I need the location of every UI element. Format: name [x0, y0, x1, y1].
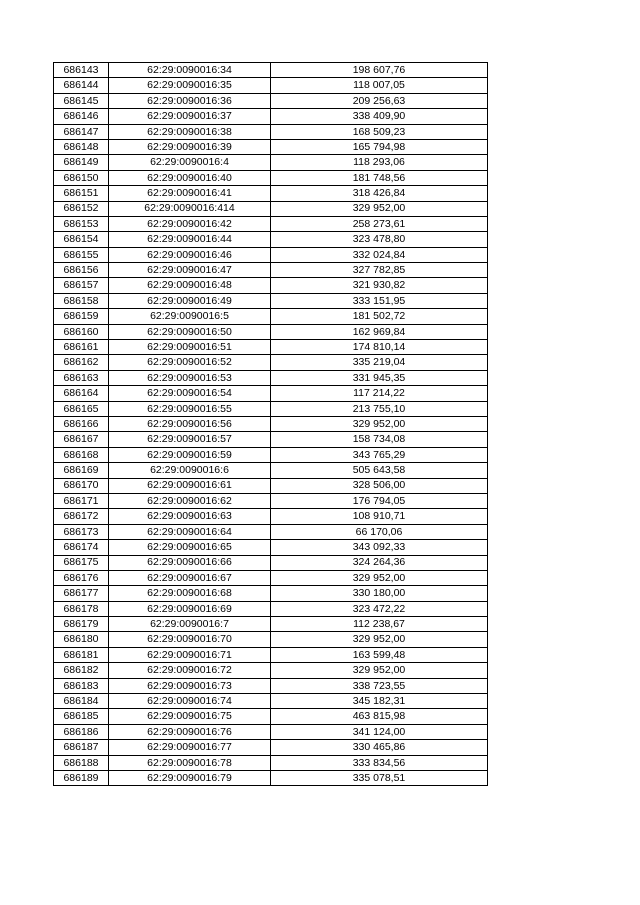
value-cell: 329 952,00: [271, 201, 488, 216]
value-cell: 323 478,80: [271, 232, 488, 247]
cadastral-number-cell: 62:29:0090016:59: [109, 447, 271, 462]
cadastral-number-cell: 62:29:0090016:52: [109, 355, 271, 370]
cadastral-number-cell: 62:29:0090016:71: [109, 647, 271, 662]
row-number-cell: 686152: [54, 201, 109, 216]
cadastral-number-cell: 62:29:0090016:55: [109, 401, 271, 416]
table-row: [54, 216, 488, 231]
value-cell: 213 755,10: [271, 401, 488, 416]
cadastral-number-cell: 62:29:0090016:68: [109, 586, 271, 601]
table-row: [54, 355, 488, 370]
cadastral-number-cell: 62:29:0090016:66: [109, 555, 271, 570]
cadastral-number-cell: 62:29:0090016:35: [109, 78, 271, 93]
cadastral-number-cell: 62:29:0090016:65: [109, 540, 271, 555]
value-cell: 335 219,04: [271, 355, 488, 370]
row-number-cell: 686163: [54, 370, 109, 385]
table-row: [54, 694, 488, 709]
table-row: [54, 324, 488, 339]
table-row: [54, 770, 488, 785]
value-cell: 66 170,06: [271, 524, 488, 539]
row-number-cell: 686159: [54, 309, 109, 324]
table-row: [54, 170, 488, 185]
value-cell: 338 409,90: [271, 109, 488, 124]
table-row: [54, 293, 488, 308]
table-row: [54, 63, 488, 78]
cadastral-number-cell: 62:29:0090016:36: [109, 93, 271, 108]
value-cell: 332 024,84: [271, 247, 488, 262]
row-number-cell: 686165: [54, 401, 109, 416]
value-cell: 341 124,00: [271, 724, 488, 739]
row-number-cell: 686166: [54, 416, 109, 431]
table-row: [54, 493, 488, 508]
row-number-cell: 686185: [54, 709, 109, 724]
row-number-cell: 686187: [54, 740, 109, 755]
row-number-cell: 686144: [54, 78, 109, 93]
value-cell: 330 180,00: [271, 586, 488, 601]
cadastral-number-cell: 62:29:0090016:79: [109, 770, 271, 785]
table-row: [54, 401, 488, 416]
cadastral-number-cell: 62:29:0090016:70: [109, 632, 271, 647]
value-cell: 338 723,55: [271, 678, 488, 693]
data-table: [53, 62, 488, 786]
value-cell: 335 078,51: [271, 770, 488, 785]
table-row: [54, 370, 488, 385]
value-cell: 463 815,98: [271, 709, 488, 724]
value-cell: 343 765,29: [271, 447, 488, 462]
cadastral-number-cell: 62:29:0090016:72: [109, 663, 271, 678]
row-number-cell: 686143: [54, 63, 109, 78]
cadastral-number-cell: 62:29:0090016:4: [109, 155, 271, 170]
value-cell: 112 238,67: [271, 617, 488, 632]
row-number-cell: 686171: [54, 493, 109, 508]
value-cell: 209 256,63: [271, 93, 488, 108]
table-row: [54, 93, 488, 108]
row-number-cell: 686169: [54, 463, 109, 478]
cadastral-number-cell: 62:29:0090016:41: [109, 186, 271, 201]
row-number-cell: 686179: [54, 617, 109, 632]
table-row: [54, 263, 488, 278]
row-number-cell: 686173: [54, 524, 109, 539]
table-row: [54, 663, 488, 678]
cadastral-number-cell: 62:29:0090016:56: [109, 416, 271, 431]
value-cell: 505 643,58: [271, 463, 488, 478]
cadastral-number-cell: 62:29:0090016:73: [109, 678, 271, 693]
table-row: [54, 647, 488, 662]
value-cell: 108 910,71: [271, 509, 488, 524]
table-body: [54, 63, 488, 786]
table-row: [54, 755, 488, 770]
row-number-cell: 686180: [54, 632, 109, 647]
cadastral-number-cell: 62:29:0090016:63: [109, 509, 271, 524]
cadastral-number-cell: 62:29:0090016:53: [109, 370, 271, 385]
table-row: [54, 463, 488, 478]
table-row: [54, 478, 488, 493]
table-row: [54, 278, 488, 293]
value-cell: 168 509,23: [271, 124, 488, 139]
table-row: [54, 524, 488, 539]
table-row: [54, 309, 488, 324]
cadastral-number-cell: 62:29:0090016:39: [109, 139, 271, 154]
row-number-cell: 686155: [54, 247, 109, 262]
table-row: [54, 709, 488, 724]
row-number-cell: 686147: [54, 124, 109, 139]
row-number-cell: 686153: [54, 216, 109, 231]
row-number-cell: 686183: [54, 678, 109, 693]
row-number-cell: 686146: [54, 109, 109, 124]
table-row: [54, 632, 488, 647]
row-number-cell: 686174: [54, 540, 109, 555]
table-row: [54, 678, 488, 693]
value-cell: 333 834,56: [271, 755, 488, 770]
table-row: [54, 340, 488, 355]
cadastral-number-cell: 62:29:0090016:48: [109, 278, 271, 293]
table-row: [54, 201, 488, 216]
cadastral-number-cell: 62:29:0090016:44: [109, 232, 271, 247]
value-cell: 324 264,36: [271, 555, 488, 570]
row-number-cell: 686175: [54, 555, 109, 570]
table-row: [54, 540, 488, 555]
cadastral-number-cell: 62:29:0090016:49: [109, 293, 271, 308]
table-row: [54, 186, 488, 201]
cadastral-number-cell: 62:29:0090016:37: [109, 109, 271, 124]
row-number-cell: 686150: [54, 170, 109, 185]
value-cell: 198 607,76: [271, 63, 488, 78]
value-cell: 333 151,95: [271, 293, 488, 308]
cadastral-number-cell: 62:29:0090016:61: [109, 478, 271, 493]
cadastral-number-cell: 62:29:0090016:76: [109, 724, 271, 739]
cadastral-number-cell: 62:29:0090016:51: [109, 340, 271, 355]
value-cell: 345 182,31: [271, 694, 488, 709]
row-number-cell: 686168: [54, 447, 109, 462]
table-row: [54, 139, 488, 154]
cadastral-number-cell: 62:29:0090016:77: [109, 740, 271, 755]
cadastral-number-cell: 62:29:0090016:50: [109, 324, 271, 339]
value-cell: 158 734,08: [271, 432, 488, 447]
table-row: [54, 416, 488, 431]
cadastral-number-cell: 62:29:0090016:67: [109, 570, 271, 585]
cadastral-number-cell: 62:29:0090016:54: [109, 386, 271, 401]
cadastral-number-cell: 62:29:0090016:34: [109, 63, 271, 78]
row-number-cell: 686177: [54, 586, 109, 601]
value-cell: 318 426,84: [271, 186, 488, 201]
table-row: [54, 232, 488, 247]
row-number-cell: 686149: [54, 155, 109, 170]
value-cell: 321 930,82: [271, 278, 488, 293]
row-number-cell: 686154: [54, 232, 109, 247]
row-number-cell: 686164: [54, 386, 109, 401]
row-number-cell: 686160: [54, 324, 109, 339]
value-cell: 330 465,86: [271, 740, 488, 755]
value-cell: 331 945,35: [271, 370, 488, 385]
value-cell: 163 599,48: [271, 647, 488, 662]
cadastral-number-cell: 62:29:0090016:62: [109, 493, 271, 508]
value-cell: 327 782,85: [271, 263, 488, 278]
table-row: [54, 447, 488, 462]
cadastral-number-cell: 62:29:0090016:40: [109, 170, 271, 185]
row-number-cell: 686162: [54, 355, 109, 370]
value-cell: 162 969,84: [271, 324, 488, 339]
row-number-cell: 686188: [54, 755, 109, 770]
row-number-cell: 686186: [54, 724, 109, 739]
value-cell: 343 092,33: [271, 540, 488, 555]
value-cell: 329 952,00: [271, 416, 488, 431]
table-row: [54, 601, 488, 616]
table-row: [54, 124, 488, 139]
value-cell: 165 794,98: [271, 139, 488, 154]
cadastral-number-cell: 62:29:0090016:47: [109, 263, 271, 278]
table-row: [54, 247, 488, 262]
value-cell: 329 952,00: [271, 632, 488, 647]
row-number-cell: 686172: [54, 509, 109, 524]
row-number-cell: 686182: [54, 663, 109, 678]
table-row: [54, 740, 488, 755]
value-cell: 181 502,72: [271, 309, 488, 324]
row-number-cell: 686167: [54, 432, 109, 447]
table-row: [54, 586, 488, 601]
cadastral-number-cell: 62:29:0090016:64: [109, 524, 271, 539]
value-cell: 323 472,22: [271, 601, 488, 616]
value-cell: 118 007,05: [271, 78, 488, 93]
row-number-cell: 686148: [54, 139, 109, 154]
table-row: [54, 78, 488, 93]
table-row: [54, 555, 488, 570]
value-cell: 181 748,56: [271, 170, 488, 185]
row-number-cell: 686161: [54, 340, 109, 355]
table-row: [54, 570, 488, 585]
cadastral-number-cell: 62:29:0090016:69: [109, 601, 271, 616]
row-number-cell: 686184: [54, 694, 109, 709]
cadastral-number-cell: 62:29:0090016:46: [109, 247, 271, 262]
value-cell: 329 952,00: [271, 663, 488, 678]
value-cell: 258 273,61: [271, 216, 488, 231]
cadastral-number-cell: 62:29:0090016:74: [109, 694, 271, 709]
row-number-cell: 686145: [54, 93, 109, 108]
cadastral-number-cell: 62:29:0090016:5: [109, 309, 271, 324]
row-number-cell: 686158: [54, 293, 109, 308]
row-number-cell: 686170: [54, 478, 109, 493]
value-cell: 176 794,05: [271, 493, 488, 508]
table-row: [54, 509, 488, 524]
row-number-cell: 686176: [54, 570, 109, 585]
row-number-cell: 686157: [54, 278, 109, 293]
value-cell: 117 214,22: [271, 386, 488, 401]
table-row: [54, 109, 488, 124]
cadastral-number-cell: 62:29:0090016:57: [109, 432, 271, 447]
table-row: [54, 617, 488, 632]
row-number-cell: 686178: [54, 601, 109, 616]
cadastral-number-cell: 62:29:0090016:38: [109, 124, 271, 139]
cadastral-number-cell: 62:29:0090016:414: [109, 201, 271, 216]
cadastral-number-cell: 62:29:0090016:78: [109, 755, 271, 770]
row-number-cell: 686151: [54, 186, 109, 201]
row-number-cell: 686189: [54, 770, 109, 785]
value-cell: 118 293,06: [271, 155, 488, 170]
cadastral-number-cell: 62:29:0090016:75: [109, 709, 271, 724]
cadastral-number-cell: 62:29:0090016:42: [109, 216, 271, 231]
row-number-cell: 686156: [54, 263, 109, 278]
table-row: [54, 724, 488, 739]
table-row: [54, 386, 488, 401]
cadastral-number-cell: 62:29:0090016:7: [109, 617, 271, 632]
cadastral-number-cell: 62:29:0090016:6: [109, 463, 271, 478]
value-cell: 329 952,00: [271, 570, 488, 585]
value-cell: 174 810,14: [271, 340, 488, 355]
row-number-cell: 686181: [54, 647, 109, 662]
value-cell: 328 506,00: [271, 478, 488, 493]
table-row: [54, 155, 488, 170]
table-row: [54, 432, 488, 447]
